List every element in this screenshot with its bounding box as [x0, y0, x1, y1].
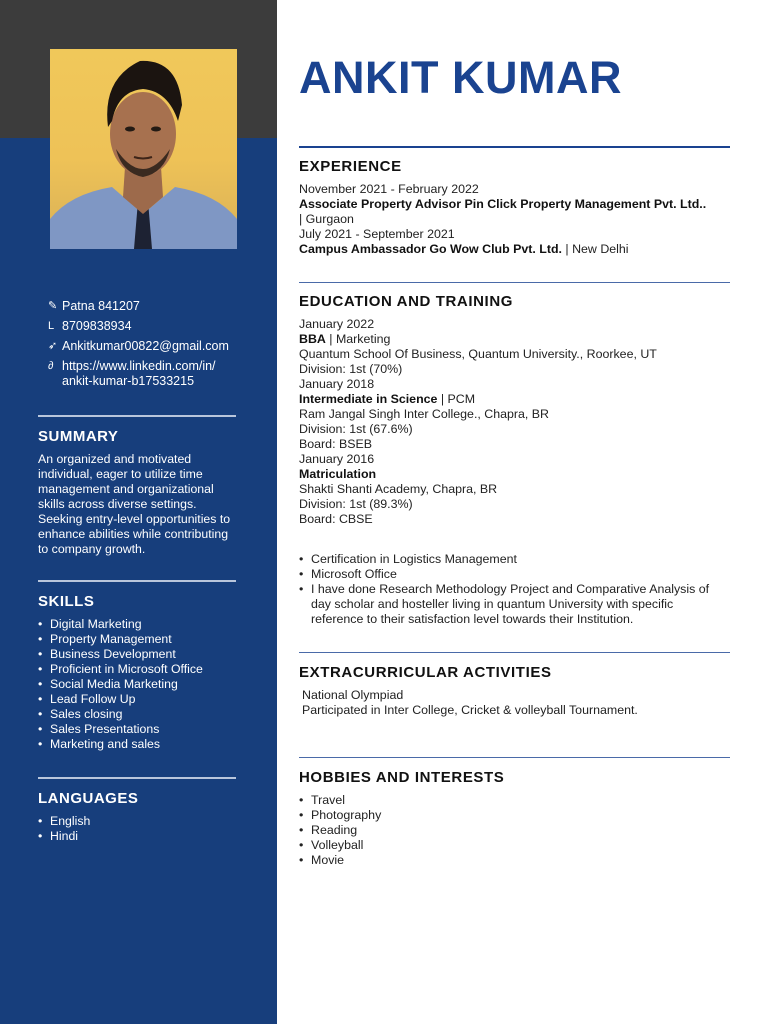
- hobby-item: • Photography: [299, 808, 729, 823]
- job-title: Campus Ambassador Go Wow Club Pvt. Ltd.: [299, 242, 562, 256]
- hobby-item: • Movie: [299, 853, 729, 868]
- edu-division: Division: 1st (70%): [299, 362, 403, 376]
- edu-degree-line: [299, 467, 739, 482]
- edu-division: Division: 1st (67.6%): [299, 422, 413, 436]
- skill-item: • Social Media Marketing: [38, 677, 203, 692]
- edu-field: | PCM: [437, 392, 476, 406]
- skill-item: • Marketing and sales: [38, 737, 203, 752]
- edu-school: Quantum School Of Business, Quantum University., Roorkee, UT: [299, 347, 657, 361]
- job-title: Associate Property Advisor Pin Click Property Management Pvt. Ltd..: [299, 197, 707, 211]
- certifications-list: [299, 552, 729, 627]
- activity-item: National Olympiad: [302, 688, 404, 702]
- certification-item: • Certification in Logistics Management: [299, 552, 729, 567]
- section-divider: [299, 282, 730, 283]
- edu-school: Ram Jangal Singh Inter College., Chapra, BR: [299, 407, 550, 421]
- skill-item: • Property Management: [38, 632, 203, 647]
- education-list: [299, 317, 739, 527]
- language-item: • Hindi: [38, 829, 90, 844]
- edu-degree: Matriculation: [299, 467, 377, 481]
- phone-text: 8709838934: [62, 319, 132, 333]
- hobbies-heading: HOBBIES AND INTERESTS: [299, 769, 505, 786]
- contact-linkedin: [48, 359, 248, 389]
- skill-item: • Sales closing: [38, 707, 203, 722]
- job-location: | Gurgaon: [299, 212, 354, 226]
- phone-icon: L: [48, 320, 55, 332]
- edu-date: January 2016: [299, 452, 375, 466]
- languages-list: [38, 814, 90, 844]
- skill-item: • Digital Marketing: [38, 617, 203, 632]
- contact-phone: [48, 319, 248, 334]
- education-heading: EDUCATION AND TRAINING: [299, 293, 514, 310]
- link-icon: ∂: [48, 360, 54, 372]
- skill-item: • Lead Follow Up: [38, 692, 203, 707]
- location-text: Patna 841207: [62, 299, 140, 313]
- contact-location: [48, 299, 248, 314]
- skill-item: • Proficient in Microsoft Office: [38, 662, 203, 677]
- email-link[interactable]: Ankitkumar00822@gmail.com: [62, 339, 229, 353]
- extracurricular-list: [302, 688, 742, 718]
- section-divider: [299, 757, 730, 758]
- summary-text: An organized and motivated individual, eager to utilize time management and organizational skills across diverse settings. Seeking entry-level opportunities to enhance abilities while contributing to company growth.: [38, 452, 231, 556]
- experience-list: [299, 182, 739, 257]
- edu-degree-line: [299, 332, 739, 347]
- edu-board: Board: CBSE: [299, 512, 373, 526]
- edu-degree: Intermediate in Science: [299, 392, 438, 406]
- activity-item: Participated in Inter College, Cricket & volleyball Tournament.: [302, 703, 638, 717]
- experience-heading: EXPERIENCE: [299, 158, 402, 175]
- edu-field: | Marketing: [325, 332, 391, 346]
- section-divider: [299, 146, 730, 148]
- job-entry: [299, 242, 739, 257]
- skill-item: • Sales Presentations: [38, 722, 203, 737]
- hobby-item: • Travel: [299, 793, 729, 808]
- job-dates: November 2021 - February 2022: [299, 182, 479, 196]
- skills-list: [38, 617, 203, 752]
- sidebar-divider: [38, 777, 236, 779]
- job-dates: July 2021 - September 2021: [299, 227, 455, 241]
- linkedin-link[interactable]: https://www.linkedin.com/in/ ankit-kumar-b17533215: [62, 359, 216, 388]
- extracurricular-heading: EXTRACURRICULAR ACTIVITIES: [299, 664, 552, 681]
- skill-item: • Business Development: [38, 647, 203, 662]
- edu-date: January 2018: [299, 377, 375, 391]
- email-icon: ➶: [48, 340, 58, 352]
- hobbies-list: [299, 793, 729, 868]
- sidebar-divider: [38, 580, 236, 582]
- certification-item: • Microsoft Office: [299, 567, 729, 582]
- skills-heading: SKILLS: [38, 593, 95, 610]
- edu-date: January 2022: [299, 317, 375, 331]
- certification-item: • I have done Research Methodology Project and Comparative Analysis of day scholar and hosteller living in quantum University with specific reference to their satisfaction level towards their Institution.: [299, 582, 729, 627]
- edu-school: Shakti Shanti Academy, Chapra, BR: [299, 482, 498, 496]
- summary-heading: SUMMARY: [38, 428, 119, 445]
- candidate-name: ANKIT KUMAR: [299, 52, 622, 103]
- sidebar-divider: [38, 415, 236, 417]
- edu-degree: BBA: [299, 332, 326, 346]
- language-item: • English: [38, 814, 90, 829]
- location-pin-icon: ✎: [48, 300, 58, 312]
- job-entry: [299, 197, 739, 212]
- job-location: | New Delhi: [561, 242, 629, 256]
- contact-info: [48, 299, 248, 394]
- hobby-item: • Volleyball: [299, 838, 729, 853]
- contact-email: [48, 339, 248, 354]
- profile-photo: [50, 49, 237, 249]
- section-divider: [299, 652, 730, 653]
- edu-board: Board: BSEB: [299, 437, 373, 451]
- languages-heading: LANGUAGES: [38, 790, 139, 807]
- edu-division: Division: 1st (89.3%): [299, 497, 413, 511]
- hobby-item: • Reading: [299, 823, 729, 838]
- edu-degree-line: [299, 392, 739, 407]
